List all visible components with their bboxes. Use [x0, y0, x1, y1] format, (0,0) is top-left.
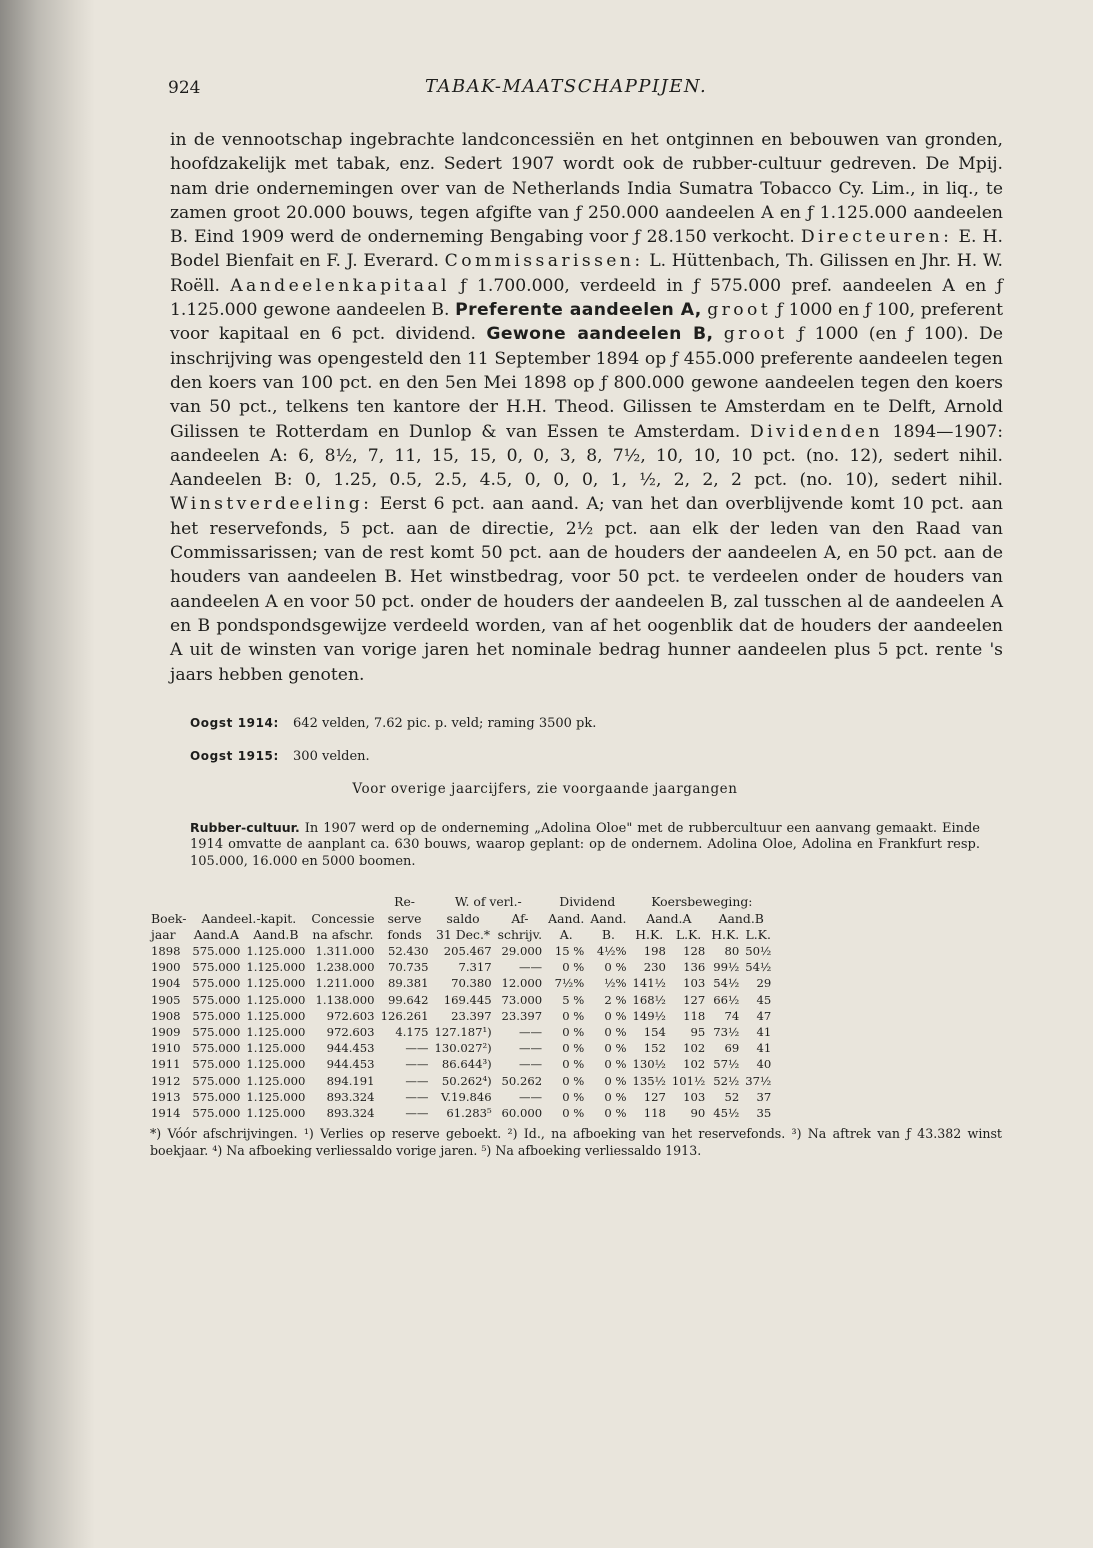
table-cell: 41: [756, 1041, 772, 1056]
table-row: [148, 975, 774, 991]
table-cell: 35: [756, 1105, 772, 1120]
table-row: [148, 1056, 774, 1072]
table-cell: 1.125.000: [246, 1089, 306, 1104]
table-cell: 944.453: [326, 1041, 375, 1056]
table-cell: 127.187¹): [434, 1024, 492, 1039]
table-cell: 45: [756, 992, 772, 1007]
table-cell: 23.397: [501, 1008, 543, 1023]
gewone-label: Gewone aandeelen B,: [486, 324, 714, 345]
header-cell: Concessie: [311, 910, 375, 926]
table-cell: 972.603: [326, 1024, 375, 1039]
table-cell: 198: [643, 943, 666, 958]
header-cell: Boek-: [151, 910, 187, 926]
table-cell: 0 %: [604, 1008, 627, 1023]
dividenden-text: 1894—1907: aandeelen A: 6, 8½, 7, 11, 15, 15, 0, 0, 3, 8, 7½, 10, 10, 10 pct. (no. 12), sedert nihil. Aandeelen B: 0, 1.25, 0.5, 2.5, 4.5, 0, 0, 0, 1, ½, 2, 2, 2 pct. (no. 10), sedert nihil.: [170, 421, 1003, 491]
table-cell: 0 %: [562, 1057, 585, 1072]
table-cell: 893.324: [326, 1089, 375, 1104]
table-cell: 894.191: [326, 1073, 375, 1088]
book-binding-shadow: [0, 0, 95, 1548]
table-cell: 169.445: [443, 992, 492, 1007]
header-cell: Re-: [394, 894, 415, 910]
header-cell: B.: [601, 926, 615, 942]
table-cell: 154: [643, 1024, 666, 1039]
header-cell: Dividend: [559, 894, 616, 910]
table-cell: 95: [690, 1024, 706, 1039]
winstverdeeling-label: Winstverdeeling:: [170, 494, 373, 515]
table-row: [148, 959, 774, 975]
table-cell: 141½: [632, 976, 666, 991]
table-cell: 50.262⁴): [441, 1073, 492, 1088]
table-cell: ——: [405, 1073, 429, 1088]
header-cell: 31 Dec.*: [436, 926, 491, 942]
header-cell: Aand.B: [718, 910, 764, 926]
financial-table-wrap: [148, 894, 1010, 1121]
table-cell: 152: [643, 1041, 666, 1056]
table-cell: V.19.846: [441, 1089, 492, 1104]
table-cell: 1.125.000: [246, 1073, 306, 1088]
table-footnotes: *) Vóór afschrijvingen. ¹) Verlies op reserve geboekt. ²) Id., na afboeking van het reservefonds. ³) Na aftrek van ƒ 43.382 winst boekjaar. ⁴) Na afboeking verliessaldo vorige jaren. ⁵) Na afboeking verliessaldo 1913.: [150, 1126, 1002, 1159]
table-cell: 1909: [151, 1024, 181, 1039]
table-cell: 130½: [632, 1057, 666, 1072]
table-row: [148, 1008, 774, 1024]
table-cell: 4½%: [596, 943, 627, 958]
page-number: 924: [168, 78, 201, 98]
table-header-row-3: [148, 927, 774, 943]
table-cell: 0 %: [562, 1073, 585, 1088]
table-cell: 60.000: [501, 1105, 543, 1120]
table-row: [148, 1024, 774, 1040]
table-cell: 0 %: [604, 1057, 627, 1072]
table-row: [148, 1073, 774, 1089]
header-cell: Af-: [511, 910, 529, 926]
table-cell: 128: [683, 943, 706, 958]
table-cell: 1898: [151, 943, 181, 958]
table-cell: 1.125.000: [246, 976, 306, 991]
table-cell: 1.125.000: [246, 943, 306, 958]
directeuren-text: E. H. Bodel Bienfait en F. J. Everard.: [170, 227, 1004, 272]
table-cell: 57½: [713, 1057, 740, 1072]
table-cell: 1.125.000: [246, 1041, 306, 1056]
table-cell: 7½%: [554, 976, 585, 991]
header-cell: Aand.: [590, 910, 627, 926]
table-cell: ——: [405, 1041, 429, 1056]
table-cell: 0 %: [562, 1041, 585, 1056]
table-cell: 575.000: [192, 1008, 241, 1023]
table-cell: 1.311.000: [315, 943, 375, 958]
oogst-1915-text: 300 velden.: [293, 748, 370, 764]
table-cell: 69: [724, 1041, 740, 1056]
table-cell: 54½: [713, 976, 740, 991]
body-text: [170, 128, 1003, 687]
table-cell: 12.000: [501, 976, 543, 991]
table-cell: 70.380: [451, 976, 492, 991]
oogst-1914-label: Oogst 1914:: [190, 715, 279, 730]
table-cell: 90: [690, 1105, 706, 1120]
table-cell: 1900: [151, 960, 181, 975]
oogst-1915-label: Oogst 1915:: [190, 748, 279, 763]
header-cell: W. of verl.-: [454, 894, 522, 910]
header-cell: na afschr.: [312, 926, 374, 942]
table-cell: 1.238.000: [315, 960, 375, 975]
table-cell: 575.000: [192, 1073, 241, 1088]
directeuren-label: Directeuren:: [800, 227, 953, 248]
table-cell: 136: [683, 960, 706, 975]
table-cell: 0 %: [604, 1073, 627, 1088]
table-row: [148, 992, 774, 1008]
table-cell: 1905: [151, 992, 181, 1007]
table-cell: 575.000: [192, 1057, 241, 1072]
commissarissen-text: L. Hüttenbach, Th. Gilissen en Jhr. H. W. Roëll.: [170, 251, 1004, 296]
table-cell: 1.125.000: [246, 1057, 306, 1072]
table-cell: 52: [724, 1089, 740, 1104]
table-cell: 0 %: [604, 1105, 627, 1120]
table-cell: 0 %: [604, 1041, 627, 1056]
header-cell: Koersbeweging:: [651, 894, 753, 910]
table-cell: 80: [724, 943, 740, 958]
table-cell: 61.283⁵: [446, 1105, 492, 1120]
table-cell: 1.125.000: [246, 992, 306, 1007]
table-cell: 0 %: [562, 1089, 585, 1104]
table-cell: 1914: [151, 1105, 181, 1120]
running-title: TABAK-MAATSCHAPPIJEN.: [425, 76, 708, 97]
oogst-1914-text: 642 velden, 7.62 pic. p. veld; raming 3500 pk.: [293, 715, 597, 731]
rubber-cultuur-paragraph: [190, 820, 980, 871]
header-cell: fonds: [387, 926, 422, 942]
kapitaal-label: Aandeelenkapitaal: [230, 275, 450, 296]
table-cell: 1.211.000: [315, 976, 375, 991]
table-cell: 130.027²): [434, 1041, 492, 1056]
table-cell: 127: [683, 992, 706, 1007]
table-cell: 73.000: [501, 992, 543, 1007]
kapitaal-text: ƒ 1.700.000, verdeeld in ƒ 575.000 pref. aandeelen A en ƒ 1.125.000 gewone aandeelen B.: [170, 275, 1003, 321]
table-cell: 52½: [713, 1073, 740, 1088]
table-row: [148, 943, 774, 959]
rubber-cultuur-text: In 1907 werd op de onderneming „Adolina Oloe" met de rubbercultuur een aanvang gemaakt. Einde 1914 omvatte de aanplant ca. 630 bouws, waarop geplant: op de ondernem. Adolina Oloe, Adolina en Frankfurt resp. 105.000, 16.000 en 5000 boomen.: [190, 820, 980, 869]
main-paragraph: [170, 128, 1003, 687]
dividenden-label: Dividenden: [749, 421, 883, 442]
table-cell: ——: [405, 1089, 429, 1104]
table-header-row-2: [148, 911, 774, 927]
table-cell: 37: [756, 1089, 772, 1104]
header-cell: Aand.A: [646, 910, 692, 926]
oogst-line-1914: [190, 715, 980, 732]
table-cell: 575.000: [192, 976, 241, 991]
table-cell: 101½: [671, 1073, 706, 1088]
table-cell: 575.000: [192, 1041, 241, 1056]
header-cell: Aand.B: [253, 926, 299, 942]
table-cell: ——: [518, 1024, 543, 1039]
header-cell: schrijv.: [497, 926, 543, 942]
table-cell: 45½: [713, 1105, 740, 1120]
table-cell: 40: [756, 1057, 772, 1072]
table-cell: 1910: [151, 1041, 181, 1056]
table-cell: 102: [683, 1057, 706, 1072]
table-cell: 0 %: [562, 1024, 585, 1039]
table-cell: 37½: [745, 1073, 772, 1088]
table-cell: 41: [756, 1024, 772, 1039]
table-cell: 5 %: [562, 992, 585, 1007]
table-cell: 1.125.000: [246, 1008, 306, 1023]
table-cell: 575.000: [192, 992, 241, 1007]
groot-label-1: groot: [707, 300, 772, 321]
table-cell: ——: [518, 1057, 543, 1072]
overige-note: Voor overige jaarcijfers, zie voorgaande jaargangen: [352, 780, 738, 797]
financial-table: [148, 894, 774, 1121]
table-cell: ½%: [604, 976, 627, 991]
oogst-line-1915: [190, 748, 980, 765]
table-cell: 1.138.000: [315, 992, 375, 1007]
table-cell: 2 %: [604, 992, 627, 1007]
table-cell: 103: [683, 1089, 706, 1104]
table-cell: 1913: [151, 1089, 181, 1104]
table-cell: 47: [756, 1008, 772, 1023]
table-row: [148, 1089, 774, 1105]
table-cell: 50½: [745, 943, 772, 958]
table-cell: 50.262: [501, 1073, 543, 1088]
gewone-text: ƒ 1000 (en ƒ 100). De inschrijving was opengesteld den 11 September 1894 op ƒ 455.000 preferente aandeelen tegen den koers van 100 pct. en den 5en Mei 1898 op ƒ 800.000 gewone aandeelen tegen den koers van 50 pct., telkens ten kantore der H.H. Theod. Gilissen te Amsterdam en te Delft, Arnold Gilissen te Rotterdam en Dunlop & van Essen te Amsterdam.: [170, 324, 1004, 442]
rubber-cultuur-label: Rubber-cultuur.: [190, 819, 300, 835]
oogst-section: [190, 715, 980, 765]
header-cell: Aandeel.-kapit.: [201, 910, 297, 926]
preferente-text: ƒ 1000 en ƒ 100, preferent voor kapitaal en 6 pct. dividend.: [170, 300, 1003, 345]
table-cell: 1904: [151, 976, 181, 991]
table-cell: 73½: [713, 1024, 740, 1039]
table-cell: 23.397: [451, 1008, 492, 1023]
table-cell: 168½: [632, 992, 666, 1007]
table-cell: 1911: [151, 1057, 181, 1072]
table-cell: 0 %: [604, 960, 627, 975]
table-cell: 1.125.000: [246, 960, 306, 975]
table-cell: 29.000: [501, 943, 543, 958]
table-cell: 29: [756, 976, 772, 991]
preferente-label: Preferente aandeelen A,: [455, 300, 702, 321]
table-cell: 0 %: [562, 960, 585, 975]
table-cell: 575.000: [192, 943, 241, 958]
header-cell: L.K.: [675, 926, 702, 942]
header-cell: jaar: [151, 926, 176, 942]
header-cell: [148, 894, 378, 910]
table-cell: 0 %: [562, 1008, 585, 1023]
table-cell: 118: [643, 1105, 666, 1120]
table-cell: 230: [643, 960, 666, 975]
table-cell: 893.324: [326, 1105, 375, 1120]
table-cell: 575.000: [192, 960, 241, 975]
table-cell: 118: [683, 1008, 706, 1023]
commissarissen-label: Commissarissen:: [444, 251, 644, 272]
table-cell: 4.175: [395, 1024, 429, 1039]
table-cell: 54½: [745, 960, 772, 975]
groot-label-2: groot: [723, 324, 788, 345]
table-cell: 972.603: [326, 1008, 375, 1023]
table-cell: 944.453: [326, 1057, 375, 1072]
table-row: [148, 1040, 774, 1056]
table-cell: ——: [518, 1089, 543, 1104]
table-cell: 52.430: [387, 943, 429, 958]
table-cell: 149½: [632, 1008, 666, 1023]
table-cell: 575.000: [192, 1024, 241, 1039]
table-cell: 126.261: [380, 1008, 429, 1023]
table-cell: 7.317: [458, 960, 492, 975]
table-cell: 70.735: [387, 960, 429, 975]
header-cell: Aand.A: [193, 926, 239, 942]
table-cell: 135½: [632, 1073, 666, 1088]
winstverdeeling-text: Eerst 6 pct. aan aand. A; van het dan overblijvende komt 10 pct. aan het reservefonds, 5 pct. aan de directie, 2½ pct. aan elk der leden van den Raad van Commissarissen; van de rest komt 50 pct. aan de houders der aandeelen A, en 50 pct. aan de houders van aandeelen B. Het winstbedrag, voor 50 pct. te verdeelen onder de houders van aandeelen A en voor 50 pct. onder de houders der aandeelen B, zal tusschen al de aandeelen A en B pondspondsgewijze verdeeld worden, van af het oogenblik dat de houders der aandeelen A uit de winsten van vorige jaren het nominale bedrag hunner aandeelen plus 5 pct. rente 's jaars hebben genoten.: [170, 494, 1003, 685]
header-cell: saldo: [446, 910, 480, 926]
header-cell: serve: [387, 910, 422, 926]
table-cell: 1912: [151, 1073, 181, 1088]
table-cell: 74: [724, 1008, 740, 1023]
table-cell: ——: [518, 1041, 543, 1056]
intro-text: in de vennootschap ingebrachte landconcessiën en het ontginnen en bebouwen van gronden, hoofdzakelijk met tabak, enz. Sedert 1907 wordt ook de rubber-cultuur gedreven. De Mpij. nam drie ondernemingen over van de Netherlands India Sumatra Tobacco Cy. Lim., in liq., te zamen groot 20.000 bouws, tegen afgifte van ƒ 250.000 aandeelen A en ƒ 1.125.000 aandeelen B. Eind 1909 werd de onderneming Bengabing voor ƒ 28.150 verkocht.: [170, 130, 1003, 248]
header-cell: H.K.: [711, 926, 740, 942]
table-cell: ——: [405, 1105, 429, 1120]
table-cell: 1.125.000: [246, 1024, 306, 1039]
table-cell: 1.125.000: [246, 1105, 306, 1120]
page: [150, 60, 1010, 1159]
header-cell: A.: [559, 926, 573, 942]
table-row: [148, 1105, 774, 1121]
table-cell: 103: [683, 976, 706, 991]
table-cell: 89.381: [387, 976, 429, 991]
table-header-row-1: [148, 894, 774, 910]
table-cell: 86.644³): [441, 1057, 492, 1072]
table-cell: 1908: [151, 1008, 181, 1023]
table-cell: ——: [518, 960, 543, 975]
header-cell: H.K.: [635, 926, 664, 942]
table-cell: 127: [643, 1089, 666, 1104]
table-cell: 575.000: [192, 1105, 241, 1120]
table-cell: 66½: [713, 992, 740, 1007]
header-cell: Aand.: [548, 910, 585, 926]
table-cell: 99.642: [387, 992, 429, 1007]
table-cell: 0 %: [604, 1024, 627, 1039]
table-cell: 0 %: [562, 1105, 585, 1120]
header-cell: L.K.: [745, 926, 771, 942]
table-cell: 205.467: [443, 943, 492, 958]
table-cell: 99½: [713, 960, 740, 975]
table-cell: 15 %: [554, 943, 585, 958]
table-cell: ——: [405, 1057, 429, 1072]
table-cell: 0 %: [604, 1089, 627, 1104]
running-head: [150, 60, 1010, 98]
table-cell: 102: [683, 1041, 706, 1056]
table-cell: 575.000: [192, 1089, 241, 1104]
